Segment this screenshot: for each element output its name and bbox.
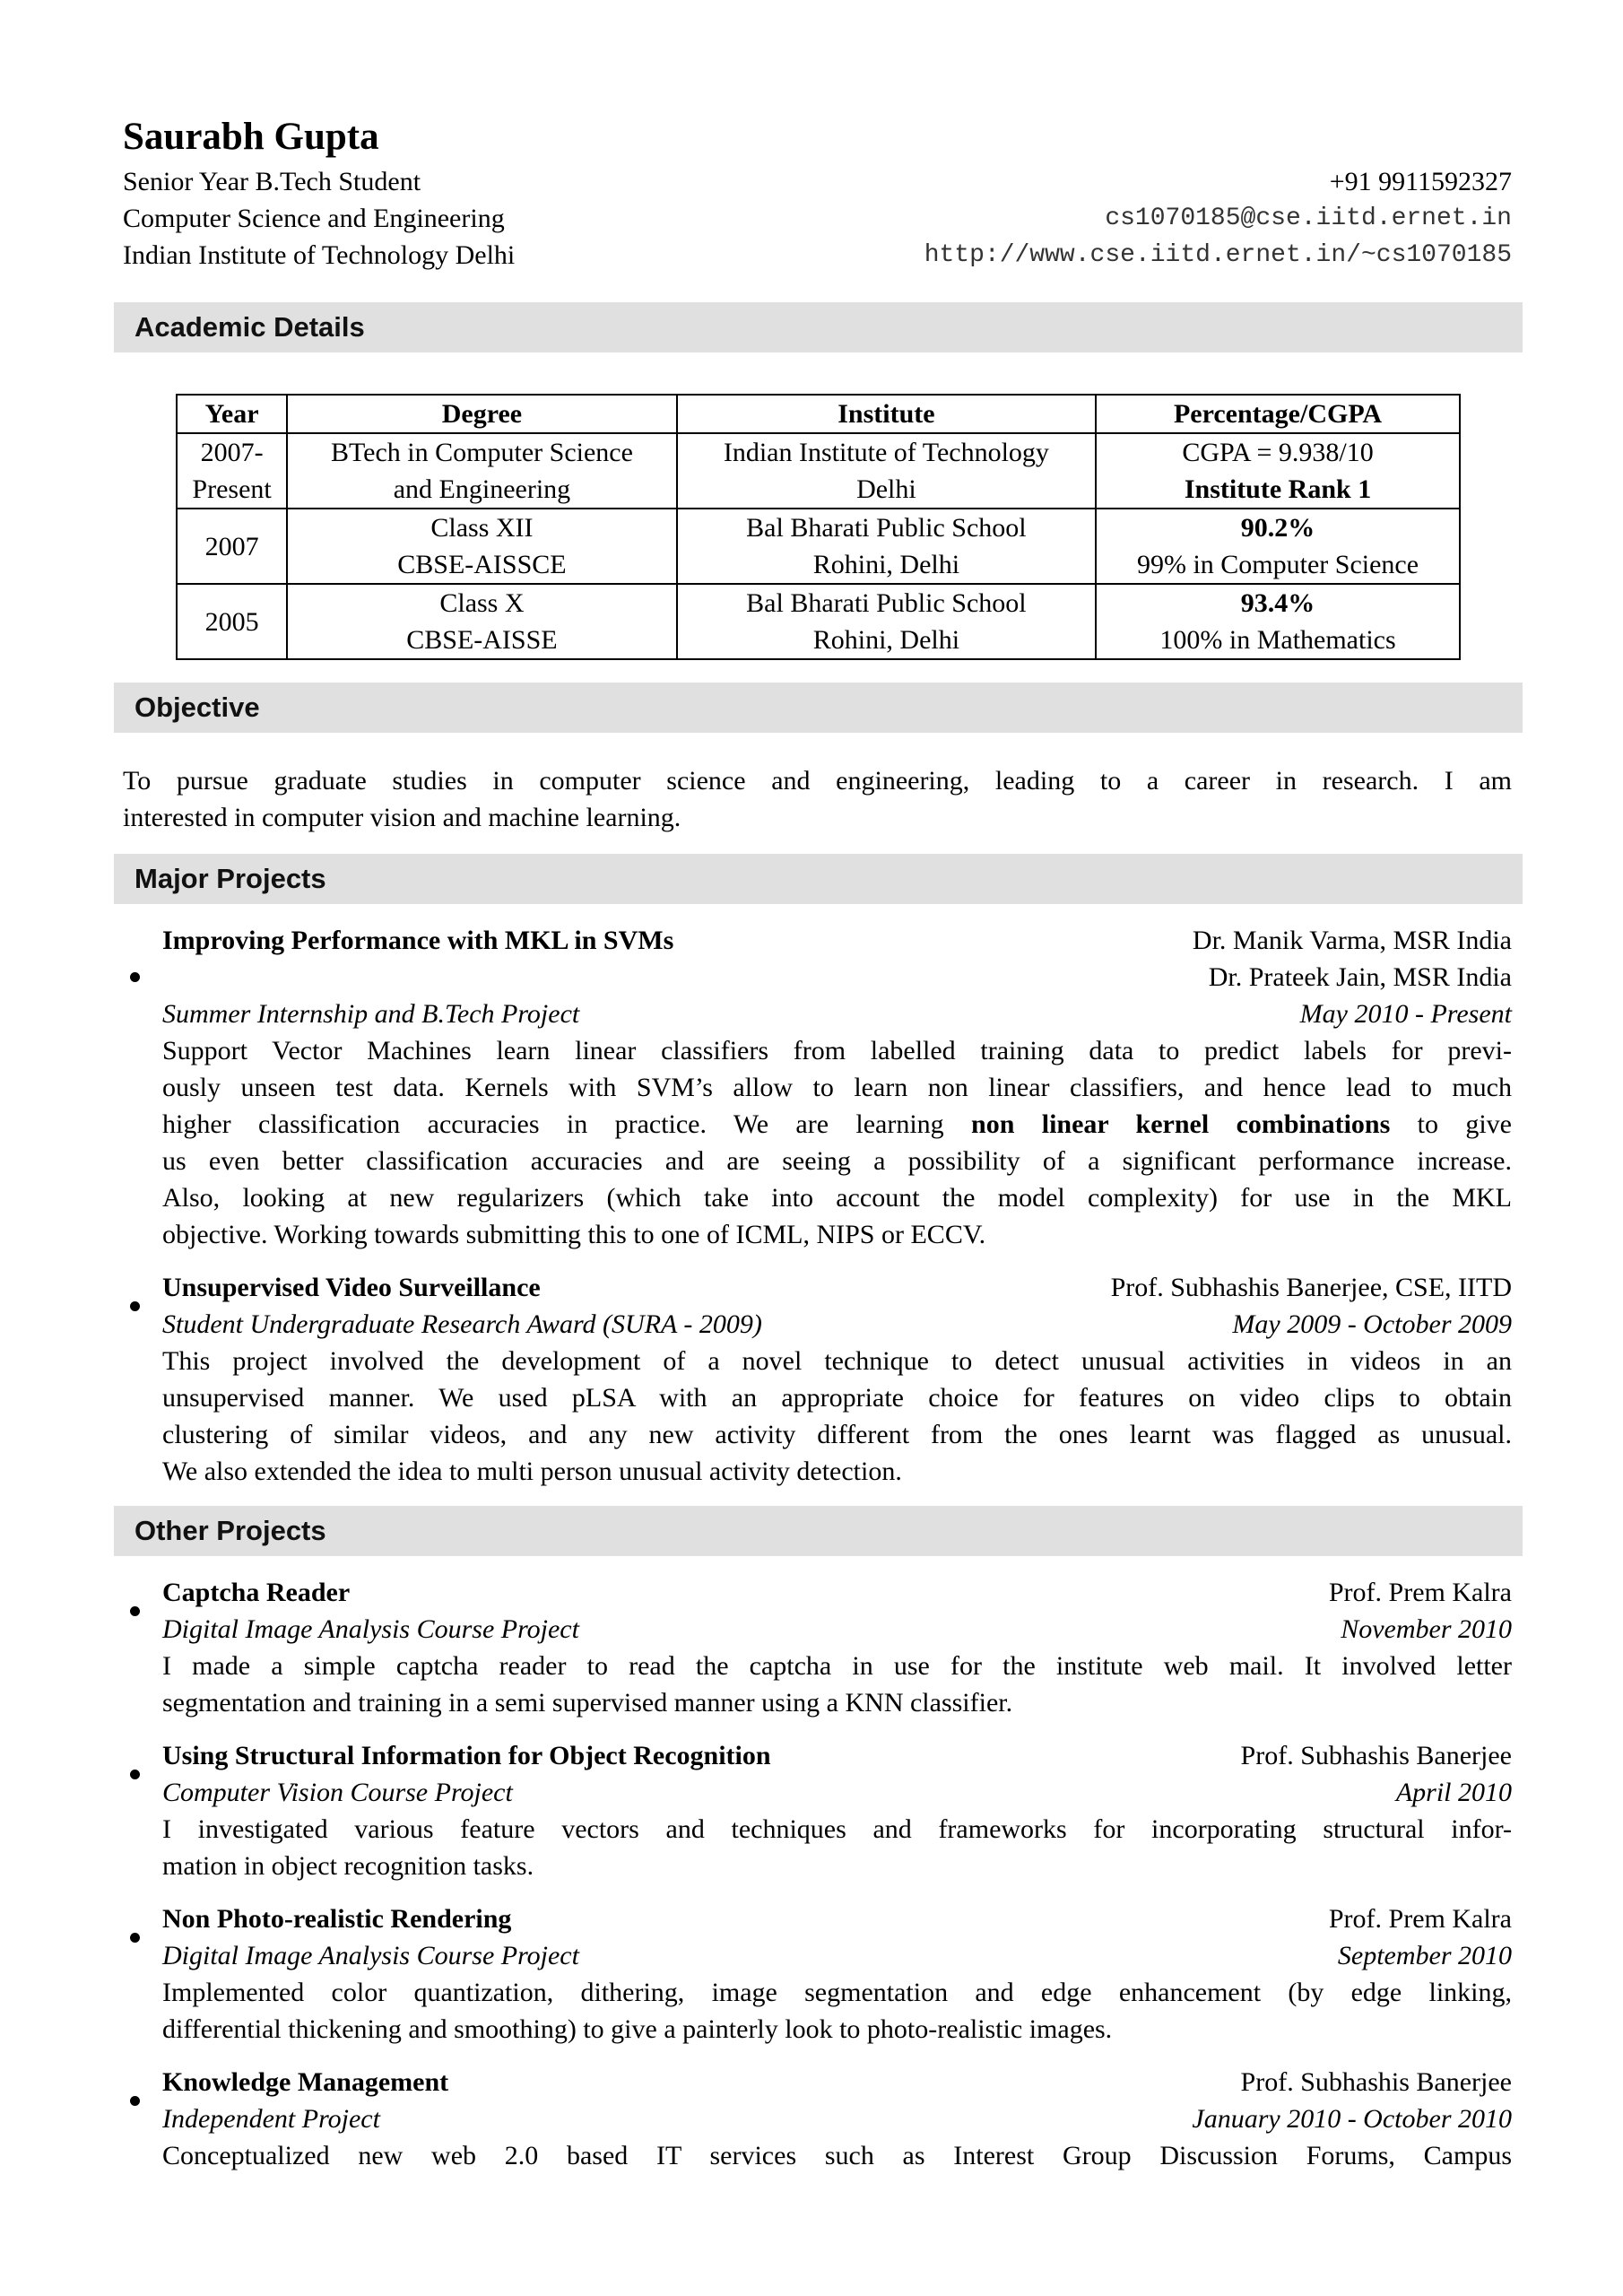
- project-description-line: I investigated various feature vectors and techniques and frameworks for incorporating structural infor-: [162, 1814, 1512, 1844]
- project-meta-row: [162, 1774, 1512, 1811]
- cell-line: 93.4%: [1240, 588, 1315, 618]
- project-title-row: [162, 922, 1512, 959]
- table-cell-score: [1096, 433, 1460, 509]
- email-link[interactable]: cs1070185@cse.iitd.ernet.in: [1105, 204, 1512, 232]
- bullet-icon: [130, 972, 140, 982]
- bullet-icon: [130, 1933, 140, 1943]
- project-supervisor: Dr. Manik Varma, MSR India: [1192, 926, 1512, 955]
- project-meta-row: [162, 1306, 1512, 1343]
- cell-line: Class X: [439, 588, 525, 618]
- table-cell-year: [177, 433, 287, 509]
- cell-line: Institute Rank 1: [1184, 474, 1372, 504]
- project-description-line: Implemented color quantization, dithering, image segmentation and edge enhancement (by edge linking,: [162, 1978, 1512, 2007]
- project-description-line: differential thickening and smoothing) to give a painterly look to photo-realistic images.: [162, 2014, 1113, 2044]
- project-type: Digital Image Analysis Course Project: [162, 1941, 579, 1970]
- project-type: Independent Project: [162, 2104, 380, 2134]
- project-date: May 2009 - October 2009: [1232, 1309, 1512, 1339]
- project-supervisor: Prof. Subhashis Banerjee: [1240, 1741, 1512, 1770]
- objective-text-line: To pursue graduate studies in computer science and engineering, leading to a career in research. I am: [123, 766, 1512, 796]
- cell-line: 2007: [204, 531, 259, 561]
- project-date: September 2010: [1337, 1941, 1512, 1970]
- table-cell-year: [177, 584, 287, 659]
- table-header-cell: Percentage/CGPA: [1096, 395, 1460, 433]
- project-supervisor: Prof. Subhashis Banerjee, CSE, IITD: [1110, 1273, 1512, 1302]
- project-supervisor: Prof. Prem Kalra: [1328, 1904, 1512, 1934]
- cell-line: 2007-: [200, 438, 264, 467]
- project-date: April 2010: [1395, 1778, 1512, 1807]
- table-cell-institute: [677, 509, 1096, 584]
- table-cell-score: [1096, 584, 1460, 659]
- table-cell-degree: [287, 433, 677, 509]
- resume-page: [123, 111, 1512, 2190]
- section-header-other-projects: Other Projects: [114, 1506, 1523, 1556]
- project-description-line: segmentation and training in a semi supervised manner using a KNN classifier.: [162, 1688, 1013, 1718]
- project-title-row: [162, 2064, 1512, 2100]
- project-description-line: Also, looking at new regularizers (which take into account the model complexity) for use in the MKL: [162, 1183, 1512, 1213]
- cell-line: BTech in Computer Science: [330, 438, 633, 467]
- institute: Indian Institute of Technology Delhi: [123, 240, 516, 270]
- cell-line: Bal Bharati Public School: [746, 588, 1027, 618]
- project-description-line: We also extended the idea to multi person unusual activity detection.: [162, 1457, 902, 1486]
- cell-line: 100% in Mathematics: [1159, 625, 1396, 655]
- cell-line: CGPA = 9.938/10: [1182, 438, 1374, 467]
- project-type: Summer Internship and B.Tech Project: [162, 999, 580, 1029]
- table-header-cell: Year: [177, 395, 287, 433]
- cell-line: Rohini, Delhi: [812, 550, 960, 579]
- academic-table: [176, 394, 1461, 660]
- cell-line: Indian Institute of Technology: [723, 438, 1049, 467]
- cell-line: 2005: [204, 606, 259, 637]
- bullet-icon: [130, 2096, 140, 2106]
- table-row: [177, 584, 1460, 659]
- section-header-academic: Academic Details: [114, 302, 1523, 352]
- project-date: November 2010: [1341, 1614, 1512, 1644]
- project-supervisor: Prof. Subhashis Banerjee: [1240, 2067, 1512, 2097]
- project-entry: [123, 1737, 1512, 1884]
- project-description-line: [162, 1106, 1512, 1143]
- text-segment: higher classification accuracies in practice. We are learning: [162, 1109, 972, 1139]
- cell-line: 99% in Computer Science: [1136, 550, 1419, 579]
- project-description-line: mation in object recognition tasks.: [162, 1851, 534, 1881]
- project-title: Improving Performance with MKL in SVMs: [162, 926, 674, 955]
- project-entry: [123, 1900, 1512, 2048]
- project-type: Computer Vision Course Project: [162, 1778, 513, 1807]
- project-description-line: Support Vector Machines learn linear classifiers from labelled training data to predict labels for previ-: [162, 1036, 1512, 1065]
- project-description-line: I made a simple captcha reader to read the captcha in use for the institute web mail. It involved letter: [162, 1651, 1512, 1681]
- project-title-row: [162, 1900, 1512, 1937]
- table-cell-institute: [677, 584, 1096, 659]
- project-description-line: This project involved the development of a novel technique to detect unusual activities in videos in an: [162, 1346, 1512, 1376]
- project-description-line: us even better classification accuracies and are seeing a possibility of a significant performance increase.: [162, 1146, 1512, 1176]
- cell-line: and Engineering: [393, 474, 571, 504]
- cell-line: Present: [192, 474, 272, 504]
- cell-line: Rohini, Delhi: [812, 625, 960, 655]
- project-type: Digital Image Analysis Course Project: [162, 1614, 579, 1644]
- cell-line: CBSE-AISSCE: [397, 550, 567, 579]
- table-cell-year: [177, 509, 287, 584]
- project-title-row: [162, 1574, 1512, 1611]
- current-status: Senior Year B.Tech Student: [123, 167, 421, 196]
- project-meta-row: [162, 1937, 1512, 1974]
- text-bold-segment: non linear kernel combinations: [971, 1109, 1391, 1139]
- section-header-major-projects: Major Projects: [114, 854, 1523, 904]
- project-title: Captcha Reader: [162, 1578, 351, 1607]
- cell-line: 90.2%: [1240, 513, 1315, 543]
- bullet-icon: [130, 1606, 140, 1616]
- table-header-cell: Institute: [677, 395, 1096, 433]
- project-title: Non Photo-realistic Rendering: [162, 1904, 512, 1934]
- table-cell-degree: [287, 584, 677, 659]
- project-meta-row: [162, 996, 1512, 1032]
- cell-line: Bal Bharati Public School: [746, 513, 1027, 543]
- cell-line: Class XII: [430, 513, 534, 543]
- project-entry: [123, 2064, 1512, 2174]
- project-title: Unsupervised Video Surveillance: [162, 1273, 541, 1302]
- project-meta-row: [162, 2100, 1512, 2137]
- project-meta-row: [162, 1611, 1512, 1648]
- table-row: [177, 433, 1460, 509]
- bullet-icon: [130, 1770, 140, 1779]
- project-date: May 2010 - Present: [1299, 999, 1512, 1029]
- project-date: January 2010 - October 2010: [1192, 2104, 1512, 2134]
- candidate-name: Saurabh Gupta: [123, 116, 379, 158]
- cell-line: Delhi: [856, 474, 916, 504]
- project-description-line: unsupervised manner. We used pLSA with an appropriate choice for features on video clips to obtain: [162, 1383, 1512, 1413]
- phone-number: +91 9911592327: [1329, 167, 1512, 196]
- cell-line: CBSE-AISSE: [406, 625, 558, 655]
- project-supervisor: Prof. Prem Kalra: [1328, 1578, 1512, 1607]
- table-row: [177, 509, 1460, 584]
- project-entry: [123, 1269, 1512, 1490]
- bullet-icon: [130, 1301, 140, 1311]
- project-type: Student Undergraduate Research Award (SURA - 2009): [162, 1309, 762, 1339]
- project-entry: [123, 1574, 1512, 1721]
- table-header-cell: Degree: [287, 395, 677, 433]
- project-description-line: Conceptualized new web 2.0 based IT services such as Interest Group Discussion Forums, Campus: [162, 2141, 1512, 2170]
- table-cell-score: [1096, 509, 1460, 584]
- project-title: Knowledge Management: [162, 2067, 449, 2097]
- objective-text-line: interested in computer vision and machine learning.: [123, 803, 681, 832]
- project-title-row: [162, 1269, 1512, 1306]
- project-title-row: [162, 1737, 1512, 1774]
- project-entry: [123, 922, 1512, 1253]
- project-description-line: objective. Working towards submitting this to one of ICML, NIPS or ECCV.: [162, 1220, 986, 1249]
- website-link[interactable]: http://www.cse.iitd.ernet.in/~cs1070185: [924, 241, 1512, 269]
- department: Computer Science and Engineering: [123, 204, 505, 233]
- project-supervisor: Dr. Prateek Jain, MSR India: [1208, 962, 1512, 992]
- table-cell-degree: [287, 509, 677, 584]
- text-segment: to give: [1390, 1109, 1512, 1139]
- section-header-objective: Objective: [114, 683, 1523, 733]
- project-description-line: clustering of similar videos, and any new activity different from the ones learnt was flagged as unusual.: [162, 1420, 1512, 1449]
- project-description-line: ously unseen test data. Kernels with SVM’s allow to learn non linear classifiers, and hence lead to much: [162, 1073, 1512, 1102]
- project-title: Using Structural Information for Object Recognition: [162, 1741, 771, 1770]
- table-cell-institute: [677, 433, 1096, 509]
